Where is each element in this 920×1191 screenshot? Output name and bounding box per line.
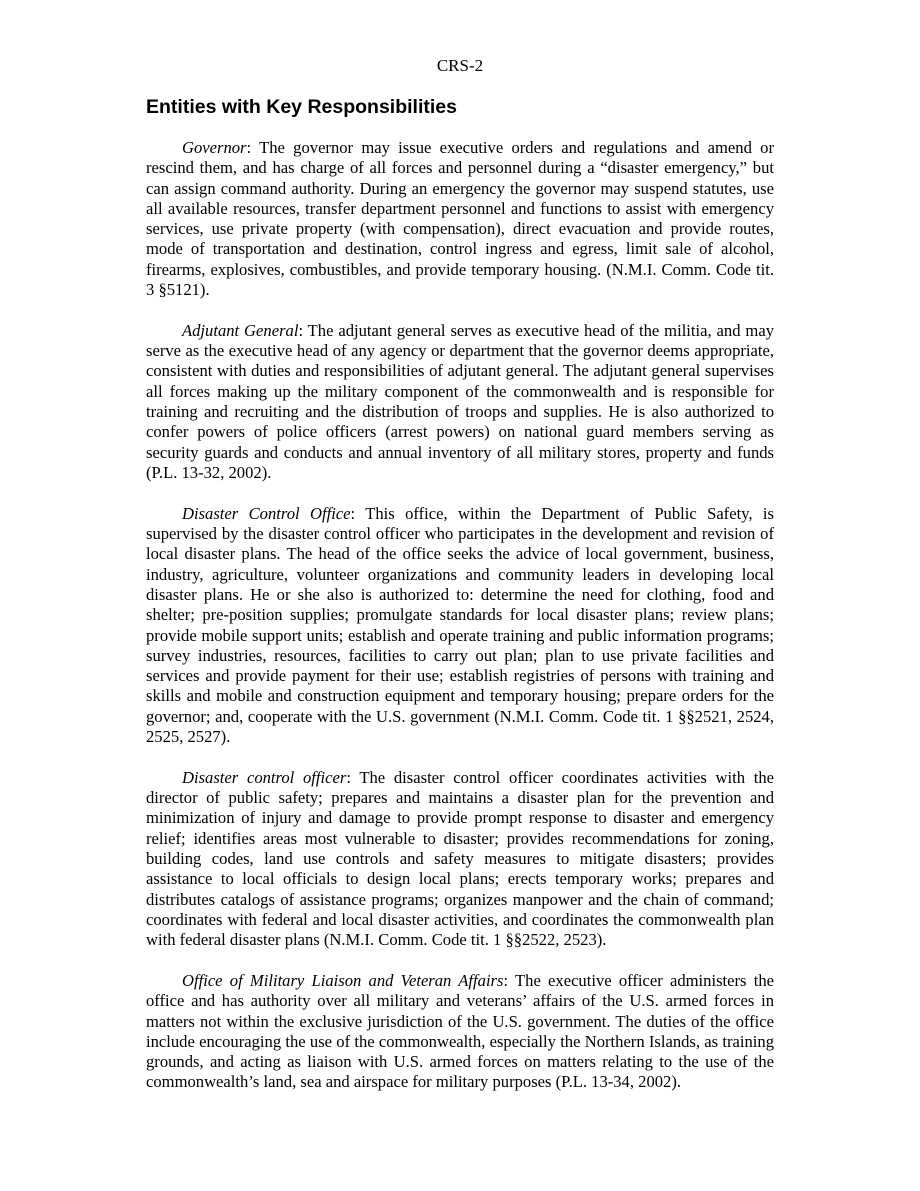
entity-description: : The executive officer administers the office and has authority over all military and veterans’ affairs of the U.S. armed forces in matters not within the exclusive jurisdiction of the U.S. government. The duties of the office include encouraging the use of the commonwealth, especially the Northern Islands, as training grounds, and acting as liaison with U.S. armed forces on matters relating to the use of the commonwealth’s land, sea and airspace for military purposes (P.L. 13-34, 2002). — [146, 970, 774, 1092]
section-title: Entities with Key Responsibilities — [146, 96, 457, 118]
entity-term: Office of Military Liaison and Veteran Affairs — [182, 970, 504, 990]
document-body — [146, 138, 774, 1113]
entity-description: : This office, within the Department of Public Safety, is supervised by the disaster control officer who participates in the development and revision of local disaster plans. The head of the office seeks the advice of local government, business, industry, agriculture, volunteer organizations and community leaders in developing local disaster plans. He or she also is authorized to: determine the need for clothing, food and shelter; pre-position supplies; promulgate standards for local disaster plans; review plans; provide mobile support units; establish and operate training and public information programs; survey industries, resources, facilities to carry out plan; plan to use private facilities and services and provide payment for their use; establish registries of persons with training and skills and mobile and construction equipment and temporary housing; prepare orders for the governor; and, cooperate with the U.S. government (N.M.I. Comm. Code tit. 1 §§2521, 2524, 2525, 2527). — [146, 503, 774, 747]
paragraph-adjutant-general — [146, 321, 774, 483]
entity-description: : The governor may issue executive orders and regulations and amend or rescind them, and has charge of all forces and personnel during a “disaster emergency,” but can assign command authority. During an emergency the governor may suspend statutes, use all available resources, transfer department personnel and functions to assist with emergency services, use private property (with compensation), direct evacuation and provide routes, mode of transportation and destination, control ingress and egress, limit sale of alcohol, firearms, explosives, combustibles, and provide temporary housing. (N.M.I. Comm. Code tit. 3 §5121). — [146, 138, 774, 300]
entity-term: Governor — [182, 138, 247, 157]
entity-term: Disaster Control Office — [182, 503, 351, 523]
paragraph-military-liaison-office — [146, 971, 774, 1093]
page-number-header: CRS-2 — [436, 56, 484, 75]
paragraph-disaster-control-office — [146, 504, 774, 748]
entity-description: : The adjutant general serves as executive head of the militia, and may serve as the executive head of any agency or department that the governor deems appropriate, consistent with duties and responsibilities of adjutant general. The adjutant general supervises all forces making up the military component of the commonwealth and is responsible for training and recruiting and the distribution of troops and supplies. He is also authorized to confer powers of police officers (arrest powers) on national guard members serving as security guards and conducts and annual inventory of all military stores, property and funds (P.L. 13-32, 2002). — [146, 320, 774, 482]
paragraph-disaster-control-officer — [146, 768, 774, 951]
entity-term: Adjutant General — [182, 320, 299, 340]
entity-term: Disaster control officer — [182, 767, 347, 787]
entity-description: : The disaster control officer coordinates activities with the director of public safety; prepares and maintains a disaster plan for the prevention and minimization of injury and damage to provide prompt response to disaster and emergency relief; identifies areas most vulnerable to disaster; provides recommendations for zoning, building codes, land use controls and safety measures to mitigate disasters; provides assistance to local officials to design local plans; erects temporary works; prepares and distributes catalogs of assistance programs; organizes manpower and the chain of command; coordinates with federal and local disaster activities, and coordinates the commonwealth plan with federal disaster plans (N.M.I. Comm. Code tit. 1 §§2522, 2523). — [146, 767, 774, 950]
paragraph-governor — [146, 138, 774, 300]
